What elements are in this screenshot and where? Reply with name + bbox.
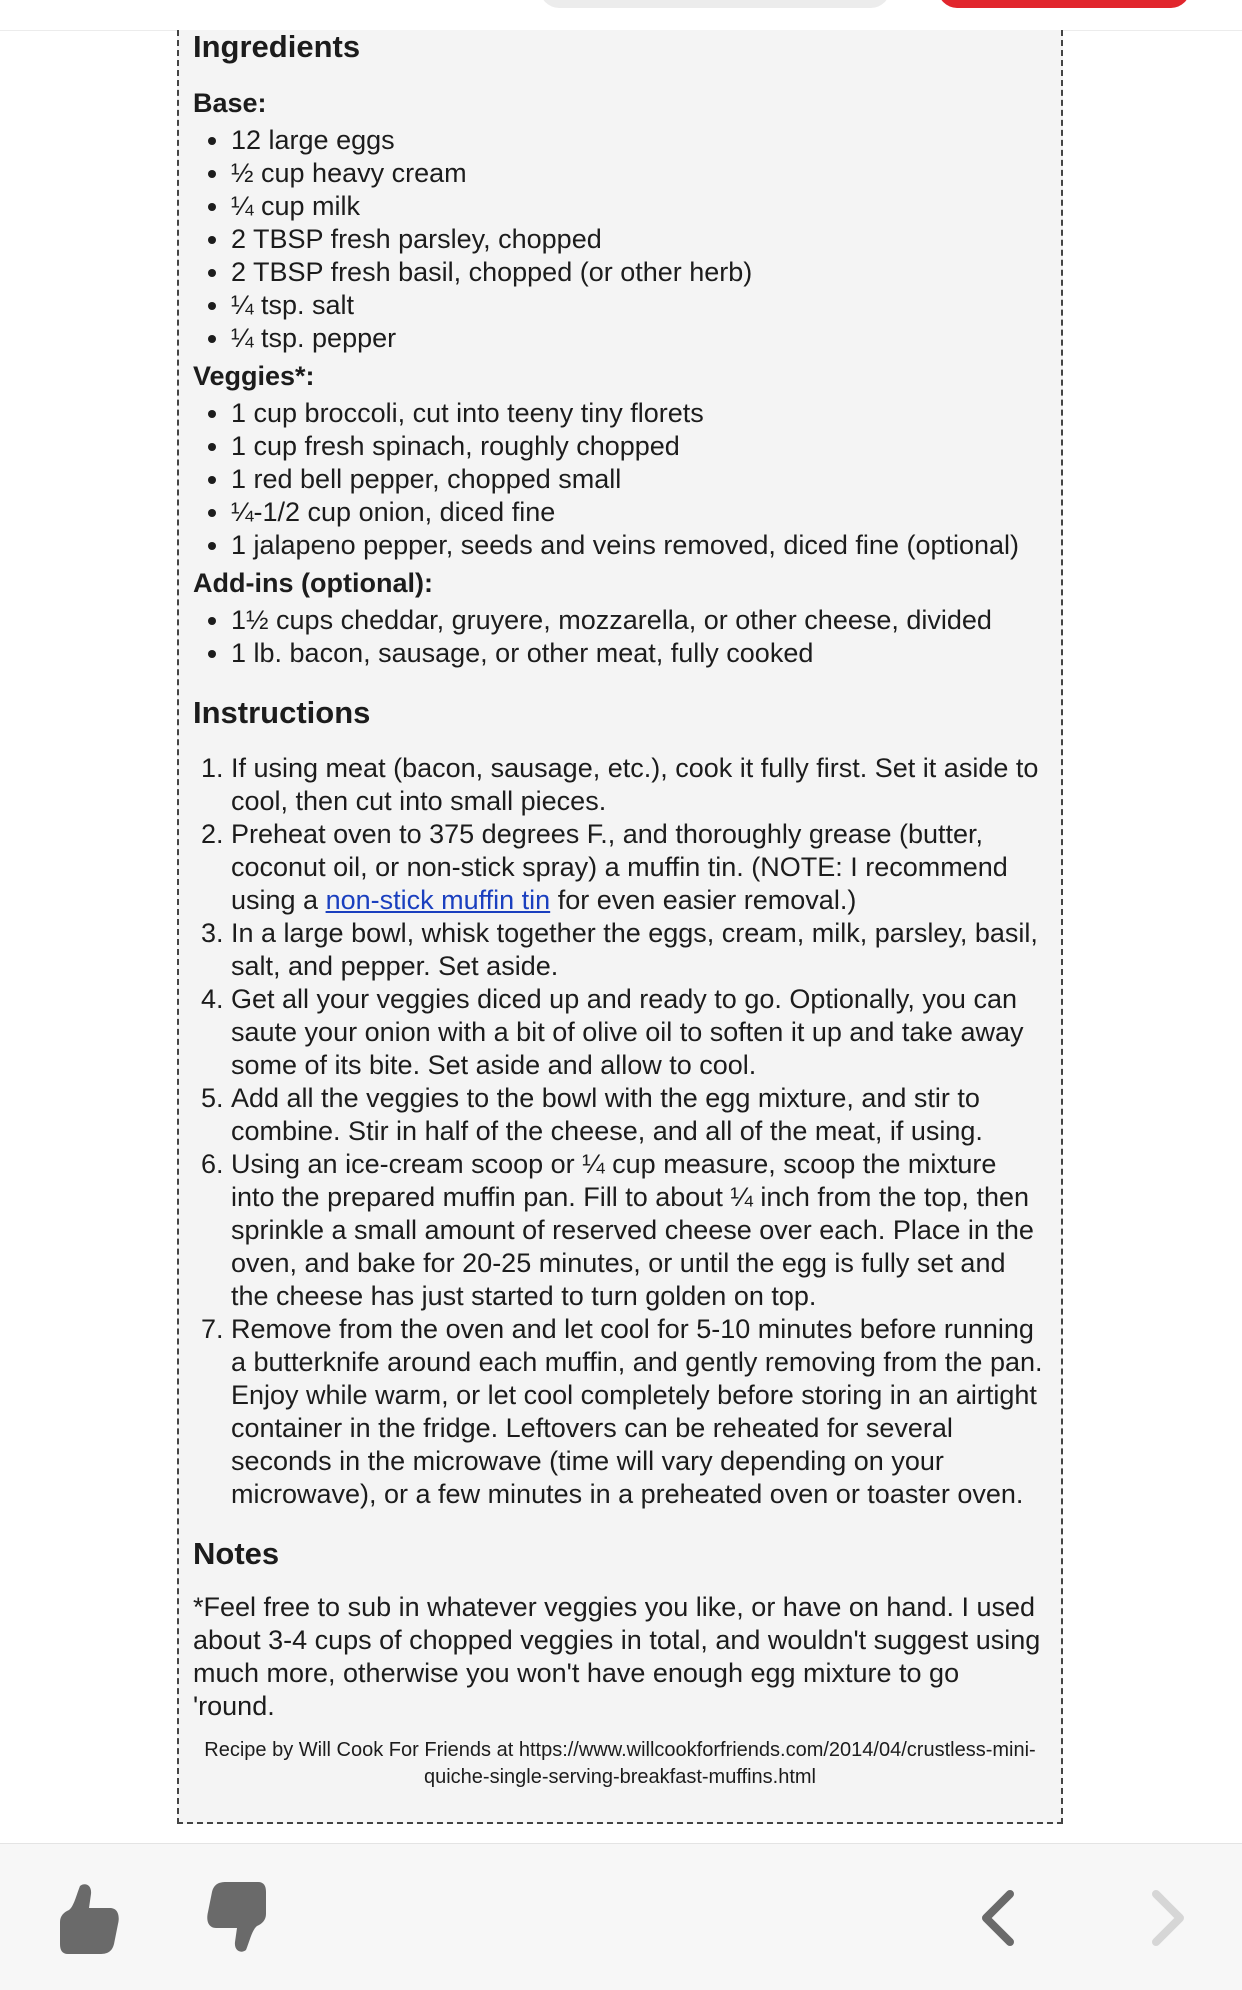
addins-list [193, 604, 1047, 670]
ingredient-item: • ¼ tsp. pepper [231, 322, 1047, 355]
instruction-step: 1. If using meat (bacon, sausage, etc.), cook it fully first. Set it aside to cool, then cut into small pieces. [231, 752, 1047, 818]
step-text: Preheat oven to 375 degrees F., and thoroughly grease (butter, coconut oil, or non-stick spray) a muffin tin. (NOTE: I recommend using a [231, 819, 1008, 915]
instruction-step: 7. Remove from the oven and let cool for 5-10 minutes before running a butterknife around each muffin, and gently removing from the pan. Enjoy while warm, or let cool completely before storing in an airtight container in the fridge. Leftovers can be reheated for several seconds in the microwave (time will vary depending on your microwave), or a few minutes in a preheated oven or toaster oven. [231, 1313, 1047, 1511]
ingredient-item: • ¼ cup milk [231, 190, 1047, 223]
addins-heading: Add-ins (optional): [193, 568, 433, 598]
base-list [193, 124, 1047, 355]
recipe-credit: Recipe by Will Cook For Friends at https://www.willcookforfriends.com/2014/04/crustless-mini-quiche-single-serving-breakfast-muffins.html [204, 1739, 1036, 1788]
thumbs-up-icon[interactable] [54, 1880, 120, 1956]
recipe-card [177, 30, 1063, 1824]
chevron-right-icon[interactable] [1148, 1890, 1188, 1946]
notes-heading: Notes [193, 1536, 280, 1571]
save-button[interactable] [938, 0, 1190, 8]
ingredients-heading: Ingredients [193, 30, 361, 64]
ingredient-item: • 1 red bell pepper, chopped small [231, 463, 1047, 496]
chevron-left-icon[interactable] [978, 1890, 1018, 1946]
thumbs-down-icon[interactable] [206, 1880, 272, 1956]
search-bar[interactable] [540, 0, 890, 8]
ingredient-item: • ¼-1/2 cup onion, diced fine [231, 496, 1047, 529]
instruction-step: 5. Add all the veggies to the bowl with the egg mixture, and stir to combine. Stir in half of the cheese, and all of the meat, if using. [231, 1082, 1047, 1148]
instructions-list [193, 752, 1047, 1511]
ingredient-item: • 1½ cups cheddar, gruyere, mozzarella, or other cheese, divided [231, 604, 1047, 637]
bottom-bar [0, 1843, 1242, 1990]
instructions-heading: Instructions [193, 695, 371, 730]
ingredient-item: • 1 cup fresh spinach, roughly chopped [231, 430, 1047, 463]
muffin-tin-link[interactable]: non-stick muffin tin [325, 885, 551, 915]
ingredient-item: • 12 large eggs [231, 124, 1047, 157]
ingredient-item: • 1 cup broccoli, cut into teeny tiny florets [231, 397, 1047, 430]
notes-text: *Feel free to sub in whatever veggies you like, or have on hand. I used about 3-4 cups of chopped veggies in total, and wouldn't suggest using much more, otherwise you won't have enough egg mixture to go 'round. [193, 1592, 1041, 1721]
instruction-step: 3. In a large bowl, whisk together the eggs, cream, milk, parsley, basil, salt, and pepper. Set aside. [231, 917, 1047, 983]
base-heading: Base: [193, 88, 267, 118]
ingredient-item: • ¼ tsp. salt [231, 289, 1047, 322]
instruction-step: 4. Get all your veggies diced up and ready to go. Optionally, you can saute your onion with a bit of olive oil to soften it up and take away some of its bite. Set aside and allow to cool. [231, 983, 1047, 1082]
veggies-heading: Veggies*: [193, 361, 315, 391]
step-text: for even easier removal.) [550, 885, 857, 915]
ingredient-item: • ½ cup heavy cream [231, 157, 1047, 190]
top-bar [0, 0, 1242, 31]
instruction-step [231, 818, 1047, 917]
ingredient-item: • 1 jalapeno pepper, seeds and veins removed, diced fine (optional) [231, 529, 1047, 562]
ingredient-item: • 2 TBSP fresh basil, chopped (or other herb) [231, 256, 1047, 289]
ingredient-item: • 1 lb. bacon, sausage, or other meat, fully cooked [231, 637, 1047, 670]
ingredient-item: • 2 TBSP fresh parsley, chopped [231, 223, 1047, 256]
veggies-list [193, 397, 1047, 562]
instruction-step: 6. Using an ice-cream scoop or ¼ cup measure, scoop the mixture into the prepared muffin pan. Fill to about ¼ inch from the top, then sprinkle a small amount of reserved cheese over each. Place in the oven, and bake for 20-25 minutes, or until the egg is fully set and the cheese has just started to turn golden on top. [231, 1148, 1047, 1313]
